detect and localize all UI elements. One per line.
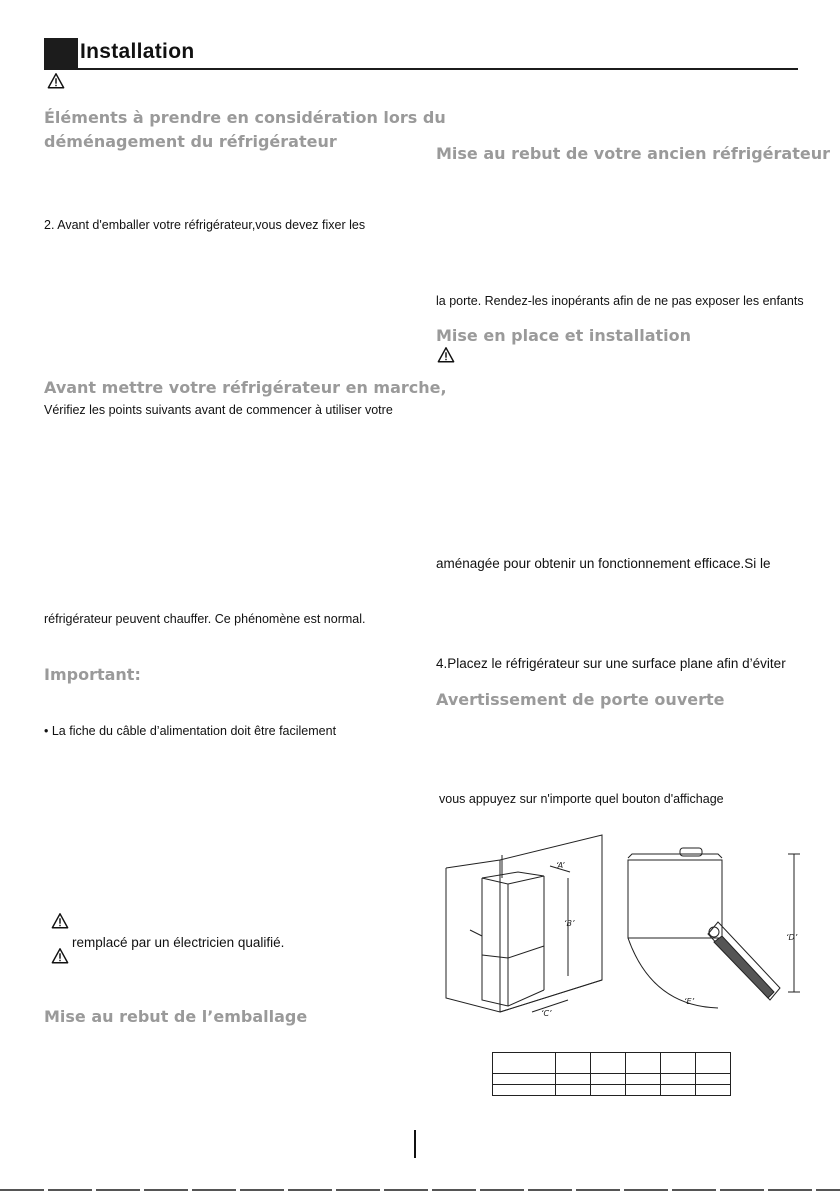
dimensions-table: [492, 1052, 731, 1096]
diagram-label-b: ‘B’: [564, 919, 575, 928]
warning-icon: [51, 947, 69, 965]
paragraph-before-start: Vérifiez les points suivants avant de commencer à utiliser votre: [44, 403, 393, 417]
warning-icon: [51, 912, 69, 930]
diagram-label-a: ‘A’: [556, 861, 565, 870]
diagram-label-e: ‘E’: [684, 997, 695, 1006]
warning-icon: [47, 72, 65, 90]
paragraph-plug: • La fiche du câble d’alimentation doit être facilement: [44, 724, 337, 738]
heading-before-start: Avant mettre votre réfrigérateur en marche,: [44, 378, 447, 397]
section-marker: [44, 38, 78, 70]
paragraph-button: vous appuyez sur n'importe quel bouton d'affichage: [439, 792, 724, 806]
warning-icon: [437, 346, 455, 364]
heading-door-alarm: Avertissement de porte ouverte: [436, 690, 725, 709]
paragraph-flat-surface: 4.Placez le réfrigérateur sur une surface plane afin d’éviter: [436, 656, 786, 671]
fridge-niche-diagram: [440, 830, 610, 1020]
paragraph-door: la porte. Rendez-les inopérants afin de ne pas exposer les enfants: [436, 294, 804, 308]
diagram-label-d: ‘D’: [786, 933, 798, 942]
door-opening-diagram: [622, 846, 812, 1016]
bottom-border: [0, 1189, 840, 1191]
heading-old-fridge: Mise au rebut de votre ancien réfrigérateur: [436, 144, 830, 163]
header-rule: [44, 68, 798, 70]
heading-moving: Éléments à prendre en considération lors du: [44, 108, 446, 127]
page-title: Installation: [80, 40, 195, 63]
heading-moving-cont: déménagement du réfrigérateur: [44, 132, 337, 151]
heading-placement: Mise en place et installation: [436, 326, 691, 345]
paragraph-ventilation: aménagée pour obtenir un fonctionnement efficace.Si le: [436, 556, 771, 571]
paragraph-moving-step2: 2. Avant d'emballer votre réfrigérateur,vous devez fixer les: [44, 218, 366, 232]
diagram-label-c: ‘C’: [541, 1009, 552, 1018]
paragraph-electrician: remplacé par un électricien qualifié.: [72, 935, 285, 950]
page-marker: [414, 1130, 416, 1158]
paragraph-heat: réfrigérateur peuvent chauffer. Ce phénomène est normal.: [44, 612, 366, 626]
heading-packaging: Mise au rebut de l’emballage: [44, 1007, 308, 1026]
heading-important: Important:: [44, 665, 141, 684]
